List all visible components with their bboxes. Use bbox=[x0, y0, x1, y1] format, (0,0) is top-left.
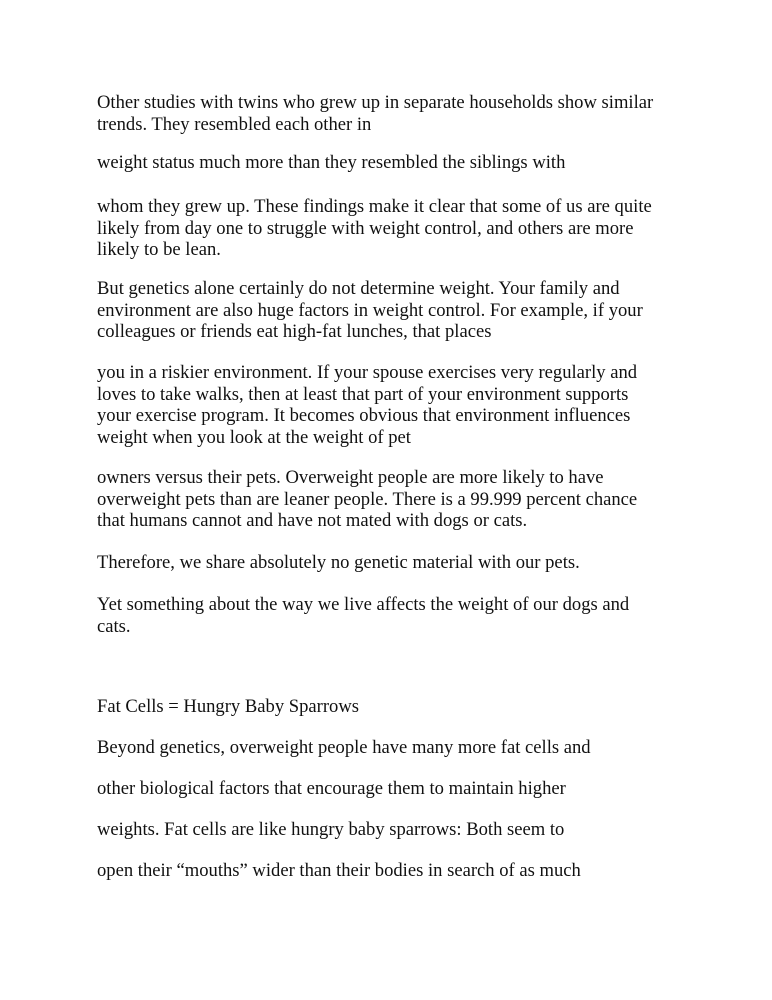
paragraph-fat-cells-4 bbox=[97, 860, 677, 882]
text-line: But genetics alone certainly do not determine weight. Your family and bbox=[97, 278, 620, 299]
paragraph-fat-cells-3 bbox=[97, 819, 677, 841]
text-line: loves to take walks, then at least that part of your environment supports bbox=[97, 383, 629, 405]
text-line: environment are also huge factors in weight control. For example, if your bbox=[97, 299, 643, 321]
text-line: you in a riskier environment. If your spouse exercises very regularly and bbox=[97, 362, 638, 383]
text-line: weights. Fat cells are like hungry baby sparrows: Both seem to bbox=[97, 819, 565, 840]
text-line: Beyond genetics, overweight people have many more fat cells and bbox=[97, 737, 591, 758]
paragraph-fat-cells-1 bbox=[97, 737, 677, 759]
text-line: Other studies with twins who grew up in separate households show similar bbox=[97, 92, 654, 113]
text-line: likely from day one to struggle with weight control, and others are more bbox=[97, 217, 634, 239]
text-line: other biological factors that encourage them to maintain higher bbox=[97, 778, 566, 799]
paragraph-findings bbox=[97, 196, 677, 261]
paragraph-twins-studies bbox=[97, 92, 677, 135]
text-line: owners versus their pets. Overweight people are more likely to have bbox=[97, 467, 604, 488]
paragraph-weight-status bbox=[97, 152, 677, 174]
paragraph-fat-cells-2 bbox=[97, 778, 677, 800]
text-line: trends. They resembled each other in bbox=[97, 113, 372, 135]
text-line: likely to be lean. bbox=[97, 239, 221, 260]
text-line: cats. bbox=[97, 615, 131, 637]
text-line: colleagues or friends eat high-fat lunches, that places bbox=[97, 321, 492, 342]
text-line: Yet something about the way we live affects the weight of our dogs and bbox=[97, 594, 630, 615]
text-line: open their “mouths” wider than their bodies in search of as much bbox=[97, 860, 581, 881]
paragraph-pet-owners bbox=[97, 467, 677, 532]
paragraph-no-genetic-material bbox=[97, 552, 677, 574]
text-line: that humans cannot and have not mated with dogs or cats. bbox=[97, 510, 528, 531]
section-heading bbox=[97, 696, 677, 718]
paragraph-genetics-alone bbox=[97, 278, 677, 343]
paragraph-dogs-and-cats bbox=[97, 594, 677, 637]
text-line: your exercise program. It becomes obvious that environment influences bbox=[97, 405, 631, 426]
text-line: weight status much more than they resembled the siblings with bbox=[97, 152, 566, 173]
text-line: Therefore, we share absolutely no genetic material with our pets. bbox=[97, 552, 580, 573]
text-line: weight when you look at the weight of pet bbox=[97, 426, 411, 448]
text-line: overweight pets than are leaner people. There is a 99.999 percent chance bbox=[97, 488, 638, 510]
heading-text: Fat Cells = Hungry Baby Sparrows bbox=[97, 696, 360, 717]
paragraph-riskier-environment bbox=[97, 362, 677, 448]
text-line: whom they grew up. These findings make it clear that some of us are quite bbox=[97, 196, 652, 217]
